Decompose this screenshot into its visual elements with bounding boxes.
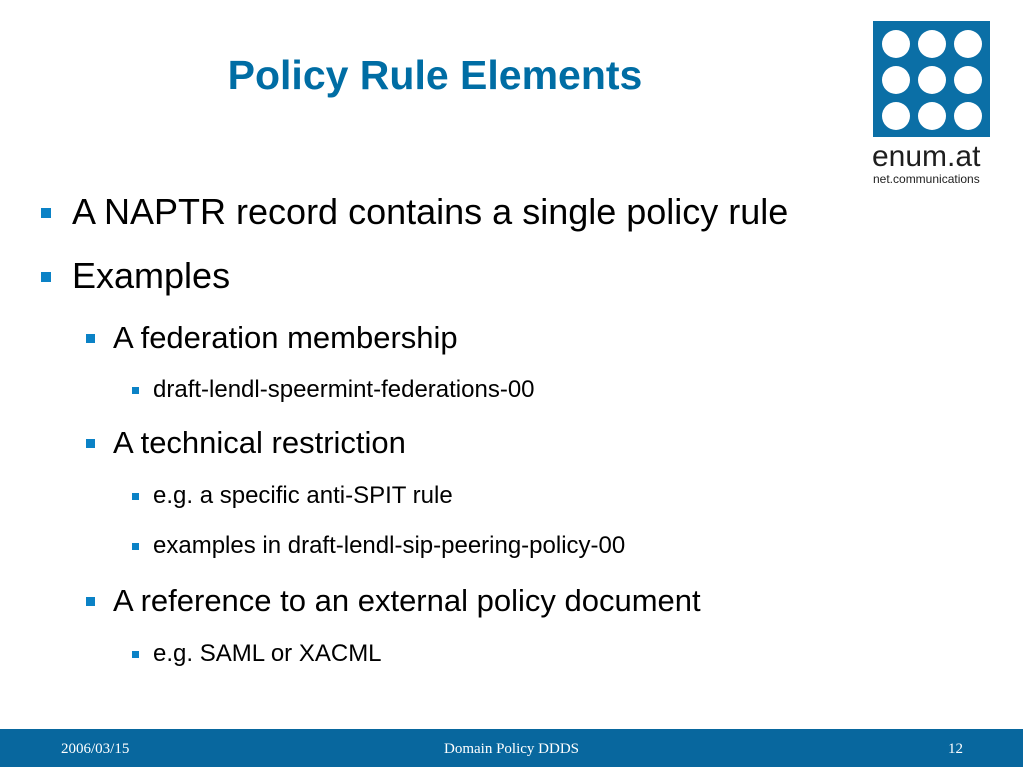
square-bullet-icon bbox=[86, 334, 95, 343]
bullet-item bbox=[153, 640, 382, 668]
bullet-item bbox=[153, 532, 625, 560]
square-bullet-icon bbox=[132, 493, 139, 500]
footer-page-number: 12 bbox=[948, 741, 963, 757]
bullet-item bbox=[72, 191, 788, 233]
footer-title: Domain Policy DDDS bbox=[444, 741, 579, 757]
bullet-item bbox=[72, 255, 230, 297]
bullet-item bbox=[113, 320, 458, 356]
bullet-item bbox=[153, 482, 453, 510]
bullet-text: A NAPTR record contains a single policy rule bbox=[72, 191, 789, 232]
bullet-text: A technical restriction bbox=[113, 425, 406, 460]
square-bullet-icon bbox=[41, 272, 51, 282]
footer-date: 2006/03/15 bbox=[61, 741, 130, 757]
bullet-text: Examples bbox=[72, 255, 231, 296]
logo-dot-icon bbox=[954, 66, 982, 94]
bullet-text: A reference to an external policy document bbox=[113, 583, 701, 618]
logo-dot-icon bbox=[918, 66, 946, 94]
square-bullet-icon bbox=[132, 543, 139, 550]
bullet-text: A federation membership bbox=[113, 320, 458, 355]
square-bullet-icon bbox=[132, 651, 139, 658]
logo-tagline: net.communications bbox=[873, 172, 980, 186]
slide-title: Policy Rule Elements bbox=[227, 52, 643, 98]
logo-dot-icon bbox=[882, 66, 910, 94]
bullet-text: e.g. SAML or XACML bbox=[153, 640, 382, 667]
bullet-text: e.g. a specific anti-SPIT rule bbox=[153, 482, 453, 509]
logo-dot-icon bbox=[882, 102, 910, 130]
bullet-item bbox=[113, 425, 406, 461]
square-bullet-icon bbox=[41, 208, 51, 218]
logo-dot-icon bbox=[954, 102, 982, 130]
square-bullet-icon bbox=[86, 439, 95, 448]
bullet-item bbox=[153, 376, 535, 404]
square-bullet-icon bbox=[132, 387, 139, 394]
bullet-item bbox=[113, 583, 701, 619]
logo-dot-icon bbox=[882, 30, 910, 58]
enum-logo-dot-grid-icon bbox=[873, 21, 990, 137]
logo-dot-icon bbox=[918, 30, 946, 58]
square-bullet-icon bbox=[86, 597, 95, 606]
logo-dot-icon bbox=[954, 30, 982, 58]
slide-footer bbox=[0, 729, 1023, 767]
bullet-text: draft-lendl-speermint-federations-00 bbox=[153, 376, 535, 403]
bullet-text: examples in draft-lendl-sip-peering-policy-00 bbox=[153, 532, 626, 559]
logo-name: enum.at bbox=[872, 140, 981, 173]
logo-dot-icon bbox=[918, 102, 946, 130]
